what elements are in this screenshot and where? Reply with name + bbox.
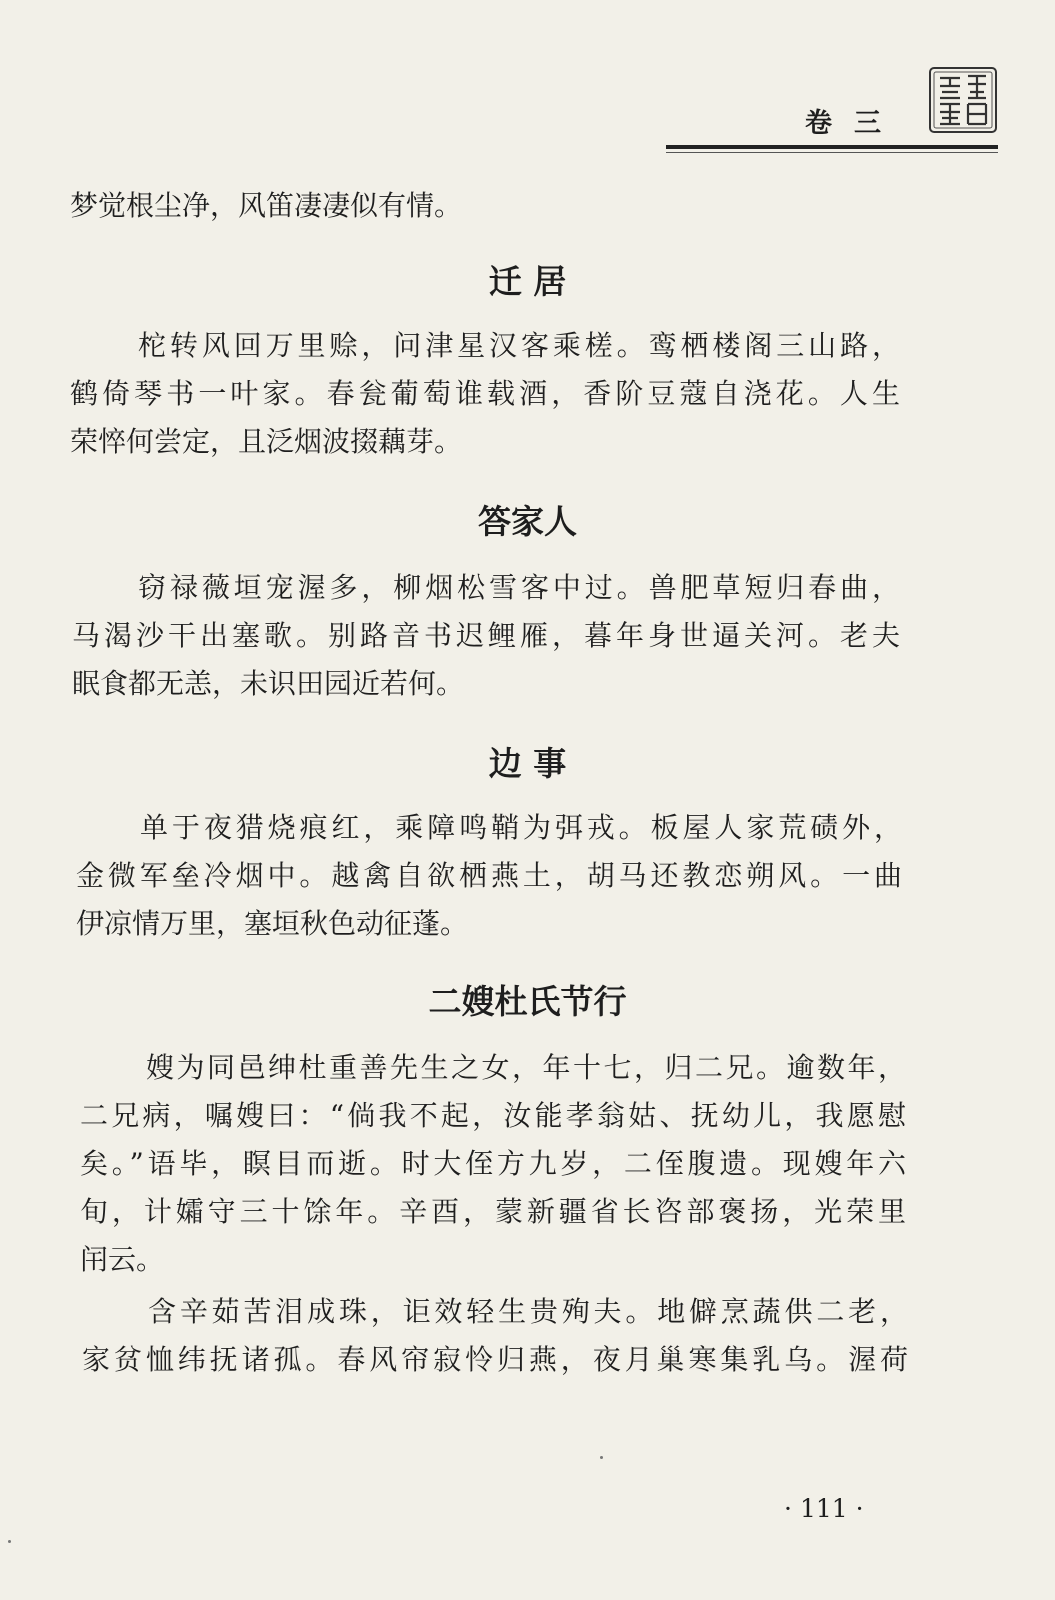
text-line: 金微军垒冷烟中。越禽自欲栖燕土，胡马还教恋朔风。一曲 xyxy=(76,859,902,892)
page-number-value: 111 xyxy=(799,1494,848,1523)
text-line: 单于夜猎烧痕红，乘障鸣鞘为弭戎。板屋人家荒碛外， xyxy=(140,811,902,844)
text-line: 矣。”语毕，瞑目而逝。时大侄方九岁，二侄腹遗。现嫂年六 xyxy=(80,1147,906,1180)
print-speck xyxy=(600,1456,603,1459)
text-line: 二兄病，嘱嫂曰：“倘我不起，汝能孝翁姑、抚幼儿，我愿慰 xyxy=(80,1099,906,1132)
text-line: 眠食都无恙，未识田园近若何。 xyxy=(72,667,465,700)
text-line: 鹤倚琴书一叶家。春瓮葡萄谁载酒，香阶豆蔻自浇花。人生 xyxy=(70,377,900,410)
text-line: 旬，计孀守三十馀年。辛酉，蒙新疆省长咨部褒扬，光荣里 xyxy=(80,1195,906,1228)
text-line: 马渴沙干出塞歌。别路音书迟鲤雁，暮年身世逼关河。老夫 xyxy=(72,619,900,652)
text-line: 伊凉情万里，塞垣秋色动征蓬。 xyxy=(76,907,469,940)
poem-title: 边 事 xyxy=(488,744,567,783)
series-seal-icon xyxy=(928,66,998,134)
poem-title: 答家人 xyxy=(478,502,577,541)
page-number xyxy=(776,1494,872,1523)
print-speck xyxy=(8,1540,11,1543)
text-line: 嫂为同邑绅杜重善先生之女，年十七，归二兄。逾数年， xyxy=(146,1051,906,1084)
page-number-dot-right: · xyxy=(855,1494,864,1523)
poem-title: 二嫂杜氏节行 xyxy=(428,982,627,1021)
text-line: 梦觉根尘净，风笛凄凄似有情。 xyxy=(70,189,463,222)
text-line: 含辛茹苦泪成珠，讵效轻生贵殉夫。地僻烹蔬供二老， xyxy=(148,1295,908,1328)
text-line: 闬云。 xyxy=(80,1243,165,1276)
text-line: 窃禄薇垣宠渥多，柳烟松雪客中过。兽肥草短归春曲， xyxy=(138,571,900,604)
page-number-dot-left: · xyxy=(784,1494,792,1523)
running-head: 卷三 xyxy=(805,108,903,139)
text-line: 柁转风回万里赊，问津星汉客乘槎。鸾栖楼阁三山路， xyxy=(138,329,900,362)
header-rule xyxy=(666,145,998,149)
text-line: 家贫恤纬抚诸孤。春风帘寂怜归燕，夜月巢寒集乳乌。渥荷 xyxy=(82,1343,908,1376)
header-rule-thin xyxy=(666,152,998,153)
text-line: 荣悴何尝定，且泛烟波掇藕芽。 xyxy=(70,425,463,458)
poem-title: 迁 居 xyxy=(488,262,567,301)
